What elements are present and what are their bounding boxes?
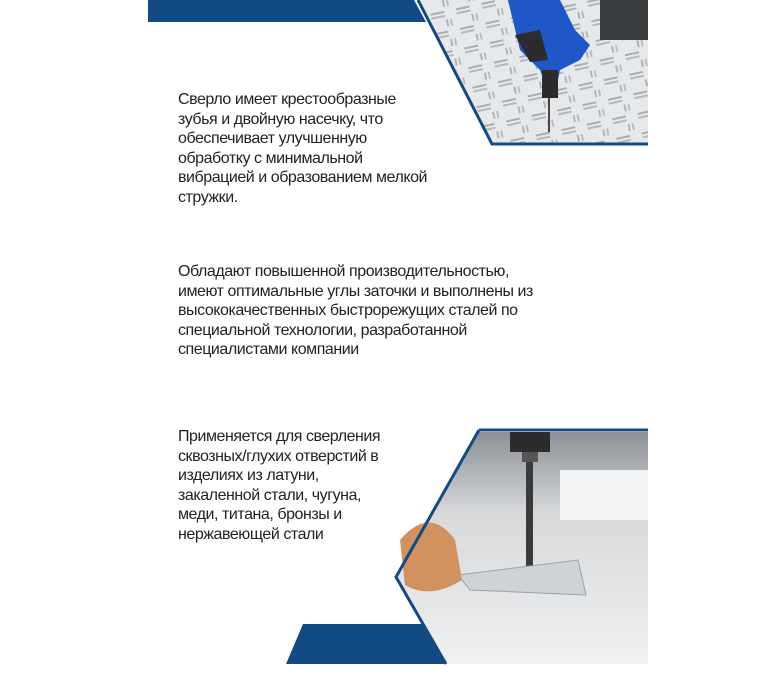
drill-photo-top	[418, 0, 648, 144]
drilling-photo-bottom	[396, 430, 648, 664]
top-blue-band	[148, 0, 426, 22]
feature-text-teeth: Сверло имеет крестообразные зубья и двойную насечку, что обеспечивает улучшенную обработку с минимальной вибрацией и образованием мелкой стружки.	[178, 91, 428, 206]
feature-text-application: Применяется для сверления сквозных/глухих отверстий в изделиях из латуни, закаленной стали, чугуна, меди, титана, бронзы и нержавеющей стали	[178, 428, 381, 543]
bottom-blue-band	[286, 624, 448, 664]
feature-text-performance: Обладают повышенной производительностью, имеют оптимальные углы заточки и выполнены из высококачественных быстрорежущих сталей по специальной технологии, разработанной специалистами компании	[178, 263, 533, 359]
